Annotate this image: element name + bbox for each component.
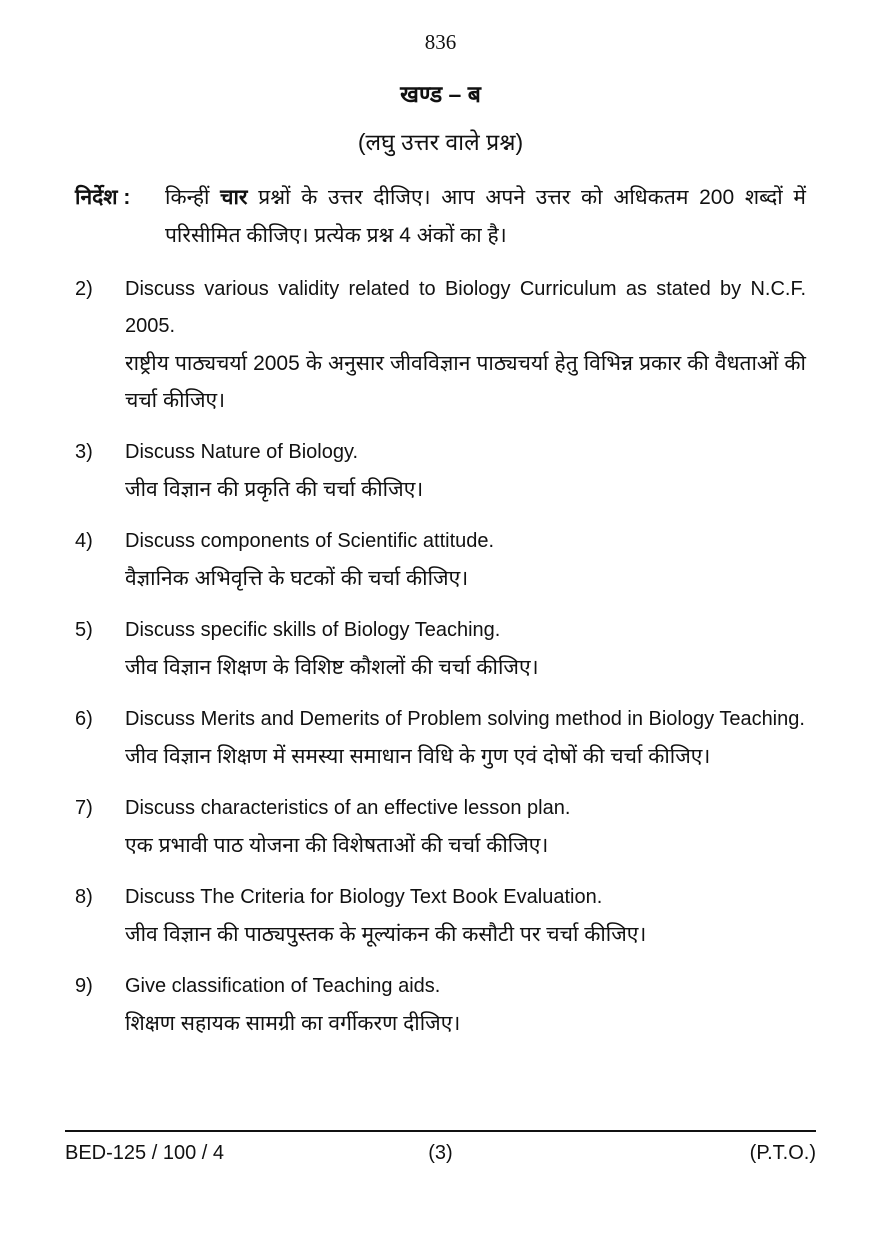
question-english-text: Discuss characteristics of an effective lesson plan. (125, 797, 571, 819)
question-number: 4) (75, 530, 93, 552)
question-8 (75, 879, 806, 953)
question-body (125, 612, 806, 686)
question-english-text: Discuss Nature of Biology. (125, 441, 359, 463)
paper-code-number: 836 (424, 30, 457, 54)
question-9 (75, 968, 806, 1042)
question-hindi-text: जीव विज्ञान की पाठ्यपुस्तक के मूल्यांकन की कसौटी पर चर्चा कीजिए। (125, 923, 647, 946)
question-body (125, 879, 806, 953)
question-body (125, 701, 806, 775)
instructions-block (75, 179, 806, 255)
question-number: 7) (75, 797, 93, 819)
question-6 (75, 701, 806, 775)
instructions-part2: प्रश्नों के उत्तर दीजिए। आप अपने उत्तर को अधिकतम 200 शब्दों में परिसीमित कीजिए। प्रत्येक प्रश्न 4 अंकों का है। (165, 186, 806, 247)
question-english-text: Discuss The Criteria for Biology Text Book Evaluation. (125, 886, 603, 908)
footer-paper-code: BED-125 / 100 / 4 (65, 1142, 224, 1164)
question-body (125, 434, 806, 508)
question-2 (75, 271, 806, 419)
question-english-text: Give classification of Teaching aids. (125, 975, 441, 997)
instructions-text (165, 179, 806, 255)
question-hindi-text: जीव विज्ञान शिक्षण के विशिष्ट कौशलों की चर्चा कीजिए। (125, 656, 539, 679)
question-body (125, 968, 806, 1042)
question-body (125, 790, 806, 864)
question-number: 3) (75, 441, 93, 463)
question-number: 5) (75, 619, 93, 641)
section-subtitle: (लघु उत्तर वाले प्रश्न) (357, 129, 524, 155)
question-english-text: Discuss specific skills of Biology Teaching. (125, 619, 501, 641)
question-5 (75, 612, 806, 686)
footer-page-number: (3) (428, 1142, 453, 1164)
section-title: खण्ड – ब (400, 81, 481, 107)
question-number: 9) (75, 975, 93, 997)
question-english-text: Discuss Merits and Demerits of Problem solving method in Biology Teaching. (125, 708, 805, 730)
question-4 (75, 523, 806, 597)
question-hindi-text: जीव विज्ञान की प्रकृति की चर्चा कीजिए। (125, 478, 424, 501)
question-english-text: Discuss various validity related to Biology Curriculum as stated by N.C.F. 2005. (125, 278, 806, 337)
question-body (125, 271, 806, 419)
instructions-label: निर्देश : (75, 186, 131, 209)
question-hindi-text: शिक्षण सहायक सामग्री का वर्गीकरण दीजिए। (125, 1012, 461, 1035)
question-number: 8) (75, 886, 93, 908)
question-hindi-text: वैज्ञानिक अभिवृत्ति के घटकों की चर्चा कीजिए। (125, 567, 469, 590)
question-number: 2) (75, 278, 93, 300)
question-number: 6) (75, 708, 93, 730)
page-footer (65, 1130, 816, 1165)
question-hindi-text: एक प्रभावी पाठ योजना की विशेषताओं की चर्चा कीजिए। (125, 834, 549, 857)
question-7 (75, 790, 806, 864)
question-english-text: Discuss components of Scientific attitude. (125, 530, 495, 552)
instructions-bold-word: चार (220, 186, 248, 209)
question-hindi-text: जीव विज्ञान शिक्षण में समस्या समाधान विधि के गुण एवं दोषों की चर्चा कीजिए। (125, 745, 711, 768)
footer-pto: (P.T.O.) (749, 1142, 816, 1164)
question-body (125, 523, 806, 597)
question-hindi-text: राष्ट्रीय पाठ्यचर्या 2005 के अनुसार जीवविज्ञान पाठ्यचर्या हेतु विभिन्न प्रकार की वैधताओं की चर्चा कीजिए। (125, 352, 806, 412)
instructions-part1: किन्हीं (165, 186, 221, 209)
question-3 (75, 434, 806, 508)
